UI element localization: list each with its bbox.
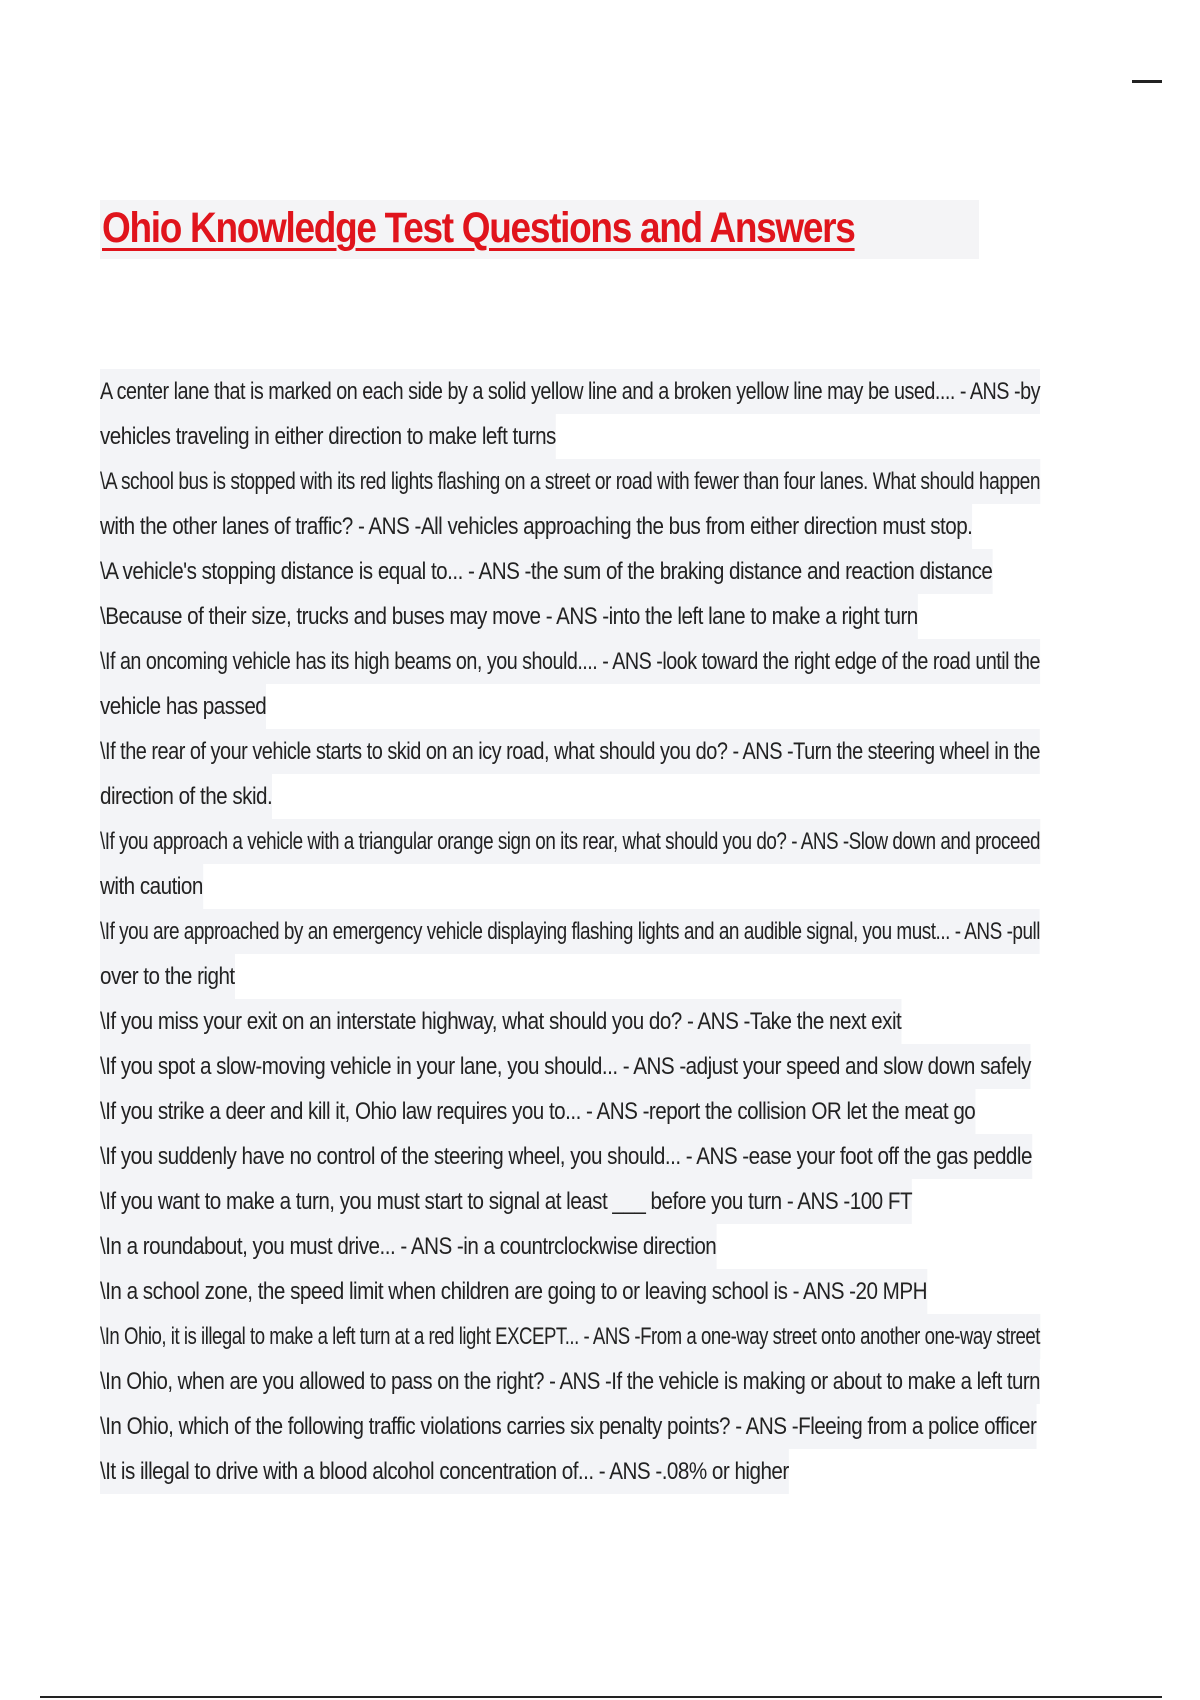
qa-line (100, 459, 1040, 504)
qa-line (100, 504, 1040, 549)
title-block (100, 200, 979, 259)
document-page (100, 200, 1040, 1494)
qa-line-text: with caution (100, 864, 203, 909)
qa-line-text: A center lane that is marked on each side by a solid yellow line and a broken yellow line may be used.... - ANS -by (100, 369, 1040, 414)
qa-line (100, 1269, 1040, 1314)
qa-line (100, 1044, 1040, 1089)
qa-line-text: vehicles traveling in either direction to make left turns (100, 414, 556, 459)
document-title: Ohio Knowledge Test Questions and Answers (102, 204, 855, 252)
qa-line-text: \It is illegal to drive with a blood alcohol concentration of... - ANS -.08% or higher (100, 1449, 789, 1494)
qa-line (100, 864, 1040, 909)
qa-line (100, 639, 1040, 684)
qa-line (100, 369, 1040, 414)
qa-line-text: \If you spot a slow-moving vehicle in your lane, you should... - ANS -adjust your speed and slow down safely (100, 1044, 1031, 1089)
qa-line (100, 909, 1040, 954)
qa-line-text: \If you want to make a turn, you must start to signal at least ___ before you turn - ANS -100 FT (100, 1179, 912, 1224)
qa-line-text: over to the right (100, 954, 235, 999)
qa-line (100, 729, 1040, 774)
qa-line-text: \If you suddenly have no control of the steering wheel, you should... - ANS -ease your foot off the gas peddle (100, 1134, 1032, 1179)
qa-line-text: \A school bus is stopped with its red lights flashing on a street or road with fewer than four lanes. What should happen (100, 459, 1040, 504)
qa-line (100, 1359, 1040, 1404)
qa-line (100, 1089, 1040, 1134)
qa-line (100, 1314, 1040, 1359)
qa-line (100, 1134, 1040, 1179)
qa-line-text: \If you miss your exit on an interstate highway, what should you do? - ANS -Take the next exit (100, 999, 901, 1044)
qa-line-text: \In a roundabout, you must drive... - ANS -in a countrclockwise direction (100, 1224, 716, 1269)
qa-line-text: with the other lanes of traffic? - ANS -All vehicles approaching the bus from either direction must stop. (100, 504, 972, 549)
qa-line-text: direction of the skid. (100, 774, 272, 819)
qa-line (100, 1224, 1040, 1269)
qa-line-text: \In a school zone, the speed limit when children are going to or leaving school is - ANS -20 MPH (100, 1269, 927, 1314)
qa-line-text: \Because of their size, trucks and buses may move - ANS -into the left lane to make a right turn (100, 594, 918, 639)
qa-line (100, 954, 1040, 999)
qa-line-text: \A vehicle's stopping distance is equal to... - ANS -the sum of the braking distance and reaction distance (100, 549, 992, 594)
qa-line (100, 774, 1040, 819)
qa-line (100, 684, 1040, 729)
qa-line-text: \In Ohio, which of the following traffic violations carries six penalty points? - ANS -Fleeing from a police officer (100, 1404, 1036, 1449)
qa-line (100, 414, 1040, 459)
qa-line-text: \In Ohio, it is illegal to make a left turn at a red light EXCEPT... - ANS -From a one-way street onto another one-way street (100, 1314, 1040, 1359)
qa-line (100, 549, 1040, 594)
qa-line-text: \If you approach a vehicle with a triangular orange sign on its rear, what should you do? - ANS -Slow down and proceed (100, 819, 1040, 864)
qa-line-text: \If you strike a deer and kill it, Ohio law requires you to... - ANS -report the collision OR let the meat go (100, 1089, 975, 1134)
qa-list (100, 369, 1040, 1494)
qa-line-text: \In Ohio, when are you allowed to pass on the right? - ANS -If the vehicle is making or about to make a left turn (100, 1359, 1040, 1404)
qa-line (100, 1179, 1040, 1224)
qa-line (100, 1449, 1040, 1494)
qa-line-text: \If you are approached by an emergency vehicle displaying flashing lights and an audible signal, you must... - ANS -pull (100, 909, 1040, 954)
qa-line-text: \If an oncoming vehicle has its high beams on, you should.... - ANS -look toward the right edge of the road until the (100, 639, 1040, 684)
qa-line-text: vehicle has passed (100, 684, 266, 729)
qa-line-text: \If the rear of your vehicle starts to skid on an icy road, what should you do? - ANS -Turn the steering wheel in the (100, 729, 1040, 774)
top-right-dash (1132, 80, 1162, 83)
qa-line (100, 1404, 1040, 1449)
qa-line (100, 999, 1040, 1044)
bottom-rule (40, 1696, 1162, 1698)
qa-line (100, 819, 1040, 864)
qa-line (100, 594, 1040, 639)
